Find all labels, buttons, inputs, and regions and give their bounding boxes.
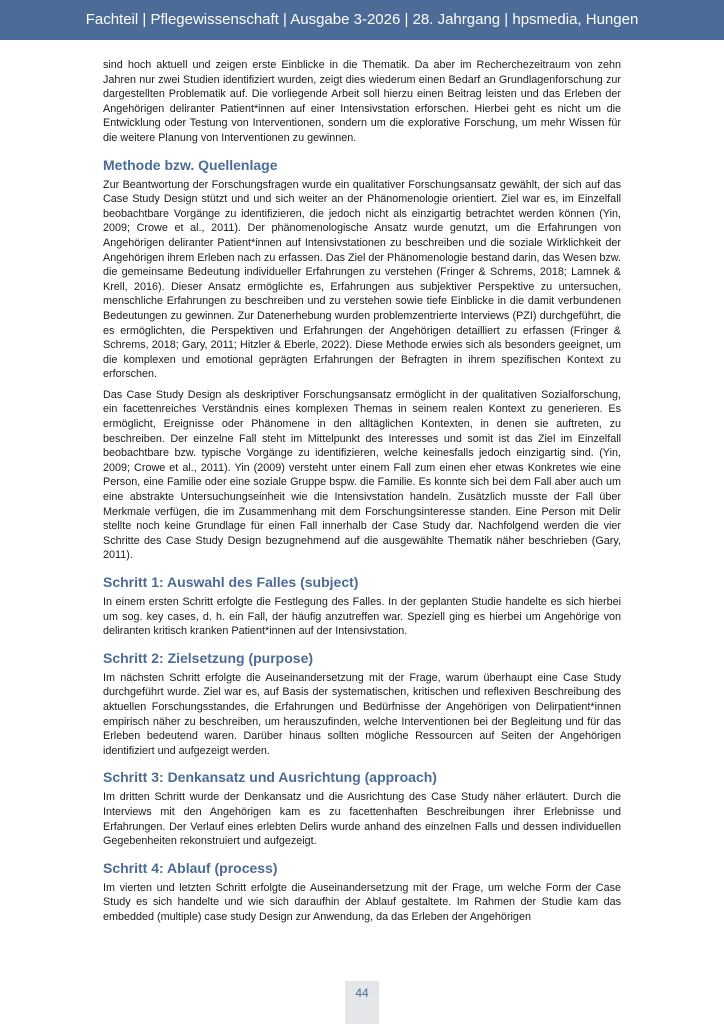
page-number-box [345, 981, 379, 1024]
step4-paragraph: Im vierten und letzten Schritt erfolgte die Auseinandersetzung mit der Frage, um welche Form der Case Study es sich handelte und wie sich daraufhin der Ablauf gestaltete. Im Rahmen der Studie kam das embedded (multiple) case study Design zur Anwendung, da das Erleben der Angehörigen [103, 881, 621, 923]
intro-paragraph: sind hoch aktuell und zeigen erste Einblicke in die Thematik. Da aber im Recherchezeitraum von zehn Jahren nur zwei Studien identifiziert wurden, zeigt dies wiederum einen Bedarf an Grundlagenforschung zur dargestellten Problematik auf. Die vorliegende Arbeit soll hierzu einen Beitrag leisten und das Erleben der Angehörigen deliranter Patient*innen auf einer Intensivstation erforschen. Hierbei geht es nicht um die Entwicklung oder Testung von Interventionen, sondern um die explorative Forschung, um mehr Wissen für die weitere Planung von Interventionen zu gewinnen. [103, 59, 621, 144]
method-heading: Methode bzw. Quellenlage [103, 156, 278, 173]
running-header-title: Fachteil | Pflegewissenschaft | Ausgabe 3-2026 | 28. Jahrgang | hpsmedia, Hungen [85, 11, 639, 28]
step1-paragraph: In einem ersten Schritt erfolgte die Festlegung des Falles. In der geplanten Studie handelte es sich hierbei um sog. key cases, d. h. ein Fall, der häufig anzutreffen war. Speziell ging es hierbei um Angehörige von deliranten kritisch kranken Patient*innen auf der Intensivstation. [103, 596, 621, 638]
step3-paragraph: Im dritten Schritt wurde der Denkansatz und die Ausrichtung des Case Study näher erläutert. Durch die Interviews mit den Angehörigen kam es zu facettenhaften Beschreibungen ihrer Erlebnisse und Erfahrungen. Der Verlauf eines erlebten Delirs wurde anhand des einzelnen Falls und dessen individuellen Gegebenheiten rekonstruiert und aufgezeigt. [103, 791, 621, 848]
step2-paragraph: Im nächsten Schritt erfolgte die Auseinandersetzung mit der Frage, warum überhaupt eine Case Study durchgeführt wurde. Ziel war es, auf Basis der systematischen, kritischen und reflexiven Beschreibung des aktuellen Forschungsstandes, die Erfahrungen und Bedürfnisse der Angehörigen von Delirpatient*innen empirisch näher zu beschreiben, um herauszufinden, welche Interventionen bei der Begleitung und für das Erleben bedeutend waren. Darüber hinaus sollten mögliche Ressourcen auf Seiten der Angehörigen identifiziert und aufgezeigt werden. [103, 671, 621, 757]
step2-heading: Schritt 2: Zielsetzung (purpose) [103, 649, 314, 666]
method-paragraph-1: Zur Beantwortung der Forschungsfragen wurde ein qualitativer Forschungsansatz gewählt, der sich auf das Case Study Design stützt und und sich weiter an der Phänomenologie orientiert. Ziel war es, im Einzelfall beobachtbare Vorgänge zu identifizieren, die jedoch nicht als einzigartig betrachtet werden können (Yin, 2009; Crowe et al., 2011). Der phänomenologische Ansatz wurde genutzt, um die Erfahrungen von Angehörigen deliranter Patient*innen auf Intensivstationen zu beschreiben und die soziale Wirklichkeit der Angehörigen ihrem Erleben nach zu erfassen. Das Ziel der Phänomenologie bestand darin, das Wesen bzw. die gemeinsame Bedeutung individueller Erfahrungen zu verstehen (Fringer & Schrems, 2018; Lamnek & Krell, 2016). Dieser Ansatz ermöglichte es, Erfahrungen aus subjektiver Perspektive zu untersuchen, menschliche Erfahrungen zu beschreiben und zu verstehen sowie tiefe Einblicke in die damit verbundenen Bedeutungen zu gewinnen. Zur Datenerhebung wurden problemzentrierte Interviews (PZI) durchgeführt, die es ermöglichten, die Perspektiven und Erfahrungen der Angehörigen detailliert zu erfassen (Fringer & Schrems, 2018; Gary, 2011; Hitzler & Eberle, 2022). Diese Methode erwies sich als besonders geeignet, um die komplexen und emotional geprägten Erfahrungen der Befragten in ihrem spezifischen Kontext zu erforschen. [103, 178, 621, 381]
running-header [0, 0, 724, 40]
step3-heading: Schritt 3: Denkansatz und Ausrichtung (approach) [103, 769, 437, 786]
article-body [103, 58, 621, 931]
step1-heading: Schritt 1: Auswahl des Falles (subject) [103, 574, 359, 590]
method-paragraph-2: Das Case Study Design als deskriptiver Forschungsansatz ermöglicht in der qualitativen Sozialforschung, ein facettenreiches Verständnis eines komplexen Themas in seinem realen Kontext zu generieren. Es ermöglicht, Ereignisse oder Phänomene in den alltäglichen Kontexten, in denen sie auftreten, zu beschreiben. Der einzelne Fall steht im Mittelpunkt des Interesses und somit ist das Ziel im Einzelfall beobachtbare bzw. typische Vorgänge zu identifizieren, welche keinesfalls jedoch einzigartig sind. (Yin, 2009; Crowe et al., 2011). Yin (2009) versteht unter einem Fall zum einen eher etwas Konkretes wie eine Person, eine Familie oder eine soziale Gruppe bspw. die Familie. Es konnte sich bei dem Fall aber auch um eine abstrakte Untersuchungseinheit wie die Intensivstation handeln. Zusätzlich musste der Fall über Merkmale verfügen, die im Zusammenhang mit dem Forschungsinteresse standen. Eine Person mit Delir stellte noch keine Grundlage für einen Fall innerhalb der Case Study dar. Nachfolgend werden die vier Schritte des Case Study Design bezugnehmend auf die ausgewählte Thematik näher beschrieben (Gary, 2011). [103, 388, 621, 562]
step4-heading: Schritt 4: Ablauf (process) [103, 859, 278, 876]
page-number: 44 [355, 986, 369, 1000]
